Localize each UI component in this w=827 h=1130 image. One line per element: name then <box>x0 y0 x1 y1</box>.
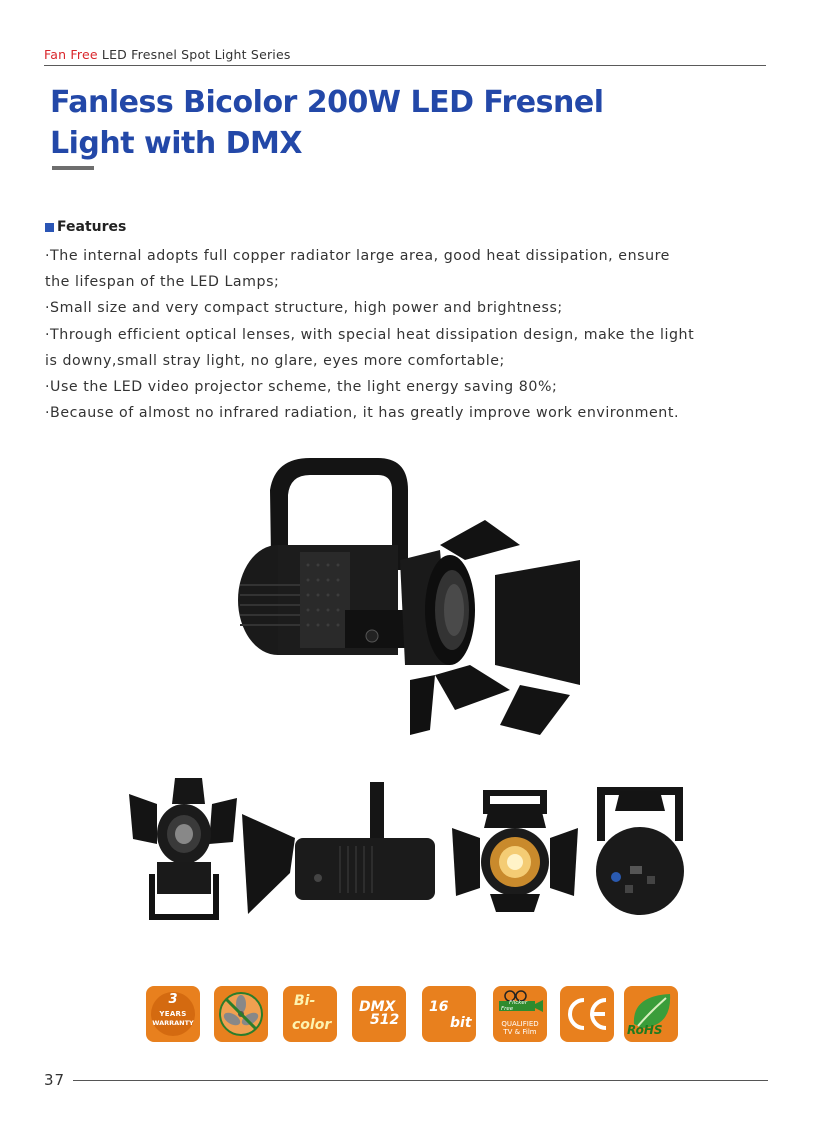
warranty-number: 3 <box>168 992 178 1007</box>
features-list <box>45 243 725 426</box>
fresnel-light-lit-front-photo <box>450 784 580 914</box>
feature-line: ·Because of almost no infrared radiation, it has greatly improve work environment. <box>45 405 680 422</box>
fresnel-light-front-view-photo <box>127 774 240 922</box>
warranty-years: YEARS <box>159 1010 187 1018</box>
bicolor-line-2: color <box>292 1017 332 1033</box>
feature-line: the lifespan of the LED Lamps; <box>45 274 280 291</box>
features-heading <box>45 219 126 235</box>
dmx-label: DMX <box>359 999 396 1015</box>
ce-mark-icon <box>560 986 614 1042</box>
bit-number: 16 <box>429 999 449 1015</box>
feature-line: ·The internal adopts full copper radiator large area, good heat dissipation, ensure <box>45 248 670 264</box>
series-label-red: Fan Free <box>44 47 98 62</box>
bit-depth-badge <box>422 986 476 1042</box>
dmx-badge <box>352 986 406 1042</box>
title-underline <box>52 166 94 170</box>
no-fan-icon <box>214 986 268 1042</box>
footer-divider <box>73 1080 768 1081</box>
feature-line: is downy,small stray light, no glare, eyes more comfortable; <box>45 352 505 369</box>
warranty-badge <box>146 986 200 1042</box>
fan-free-badge <box>214 986 268 1042</box>
rohs-label: RoHS <box>627 1023 663 1037</box>
page-number: 37 <box>44 1071 66 1089</box>
free-label: Free <box>501 1006 514 1012</box>
fresnel-light-rear-view-photo <box>585 781 695 918</box>
features-heading-label: Features <box>57 219 127 235</box>
bicolor-line-1: Bi- <box>294 993 316 1009</box>
fresnel-light-side-view-photo <box>240 778 440 918</box>
feature-line: ·Through efficient optical lenses, with special heat dissipation design, make the light <box>45 326 695 343</box>
series-label: LED Fresnel Spot Light Series <box>97 47 291 62</box>
flicker-free-badge <box>493 986 547 1042</box>
bit-label: bit <box>450 1015 472 1031</box>
flicker-label: Flicker <box>509 1000 528 1006</box>
ce-badge <box>560 986 614 1042</box>
title-line-2: Light with DMX <box>50 126 303 161</box>
feature-line: ·Use the LED video projector scheme, the light energy saving 80%; <box>45 379 558 396</box>
title-line-1: Fanless Bicolor 200W LED Fresnel <box>50 85 604 120</box>
page-title <box>50 82 670 164</box>
dmx-number: 512 <box>370 1012 400 1028</box>
feature-line: ·Small size and very compact structure, high power and brightness; <box>45 300 563 317</box>
tv-film-label: TV & Film <box>503 1028 537 1036</box>
fresnel-light-main-photo <box>230 450 590 750</box>
qualified-label: QUALIFIED <box>501 1020 539 1028</box>
series-header <box>44 47 766 66</box>
bicolor-badge <box>283 986 337 1042</box>
warranty-label: WARRANTY <box>152 1019 194 1027</box>
rohs-badge <box>624 986 678 1042</box>
square-bullet-icon <box>45 223 54 232</box>
